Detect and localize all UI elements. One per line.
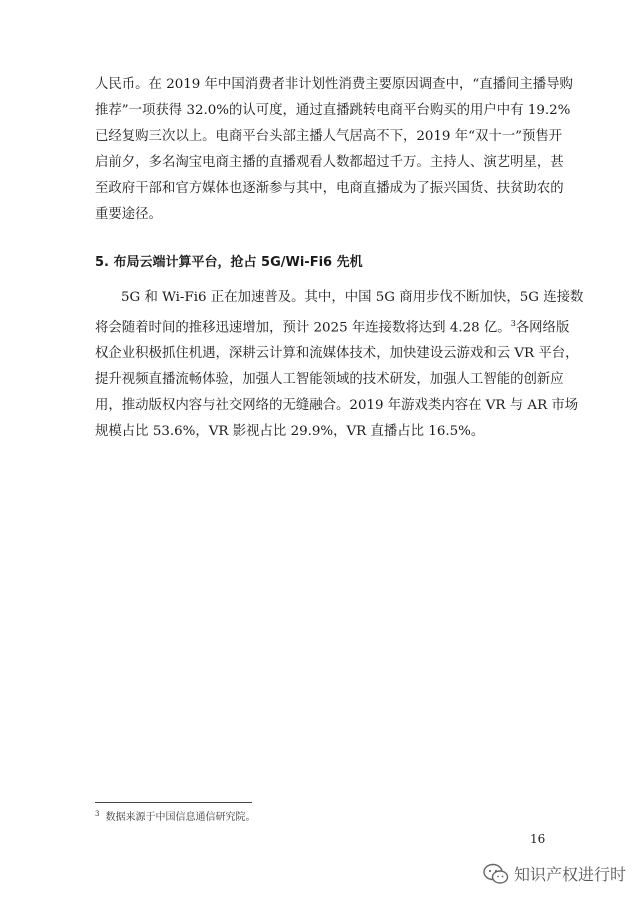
watermark	[483, 862, 626, 885]
line-text: 各网络版	[515, 320, 570, 336]
footnote	[95, 808, 255, 823]
section-heading: 5. 布局云端计算平台，抢占 5G/Wi-Fi6 先机	[95, 255, 363, 270]
paragraph-line: 人民币。在 2019 年中国消费者非计划性消费主要原因调查中，“直播间主播导购	[95, 77, 573, 92]
footnote-reference[interactable]: 3	[510, 319, 516, 328]
paragraph-line: 推荐”一项获得 32.0%的认可度，通过直播跳转电商平台购买的用户中有 19.2%	[95, 103, 571, 118]
paragraph-line: 已经复购三次以上。电商平台头部主播人气居高不下，2019 年“双十一”预售开	[95, 129, 563, 144]
line-text: 将会随着时间的推移迅速增加，预计 2025 年连接数将达到 4.28 亿。	[95, 320, 511, 336]
body-paragraph-2	[95, 285, 584, 445]
paragraph-line: 5G 和 Wi-Fi6 正在加速普及。其中，中国 5G 商用步伐不断加快，5G 连接数	[121, 290, 584, 305]
paragraph-line	[95, 311, 570, 341]
paragraph-line: 提升视频直播流畅体验，加强人工智能领域的技术研发，加强人工智能的创新应	[95, 372, 564, 388]
footnote-marker: 3	[95, 809, 100, 818]
watermark-text: 知识产权进行时	[514, 865, 627, 884]
wechat-icon	[483, 863, 509, 885]
paragraph-line: 用，推动版权内容与社交网络的无缝融合。2019 年游戏类内容在 VR 与 AR 市场	[95, 398, 579, 414]
paragraph-line: 权企业积极抓住机遇，深耕云计算和流媒体技术，加快建设云游戏和云 VR 平台，	[95, 346, 579, 362]
body-paragraph-1	[95, 72, 573, 228]
footnote-divider	[95, 802, 252, 803]
paragraph-line: 至政府干部和官方媒体也逐渐参与其中，电商直播成为了振兴国货、扶贫助农的	[95, 181, 564, 196]
paragraph-line: 启前夕，多名淘宝电商主播的直播观看人数都超过千万。主持人、演艺明星，甚	[95, 155, 564, 170]
footnote-text: 数据来源于中国信息通信研究院。	[105, 812, 256, 823]
paragraph-line: 规模占比 53.6%，VR 影视占比 29.9%，VR 直播占比 16.5%。	[95, 424, 485, 440]
paragraph-line: 重要途径。	[95, 207, 162, 222]
page-number: 16	[530, 832, 546, 846]
